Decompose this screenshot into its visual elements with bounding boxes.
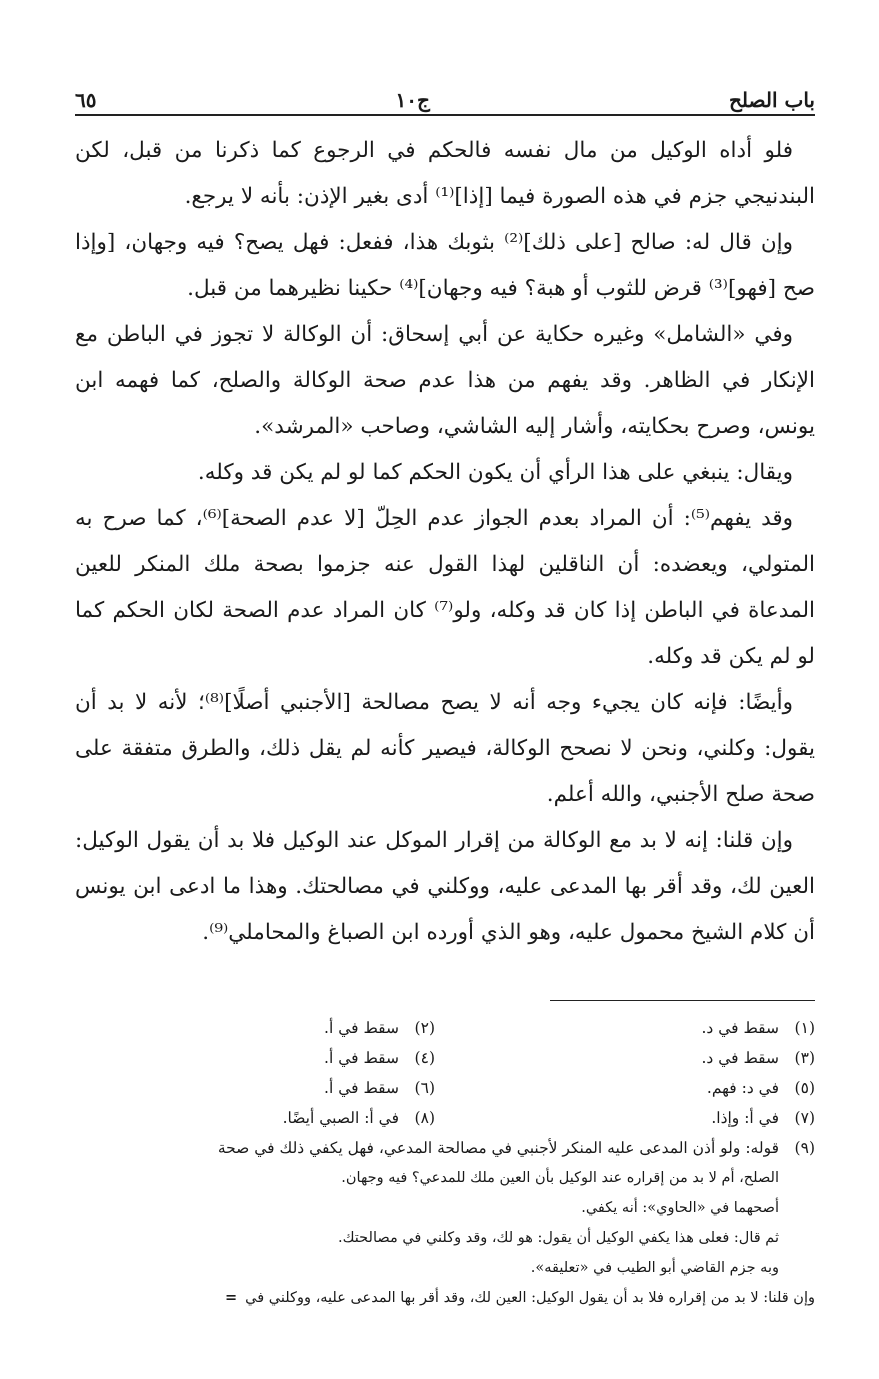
- footnote-number: (١): [794, 1019, 815, 1037]
- running-header: [75, 60, 815, 116]
- book-page: [75, 60, 815, 1360]
- main-text: [75, 128, 815, 956]
- footnote-text: سقط في أ.: [324, 1079, 399, 1097]
- footnote-text: في أ: الصبي أيضًا.: [282, 1109, 399, 1127]
- paragraph: وإن قال له: صالح [على ذلك]⁽²⁾ بثوبك هذا، ففعل: فهل يصح؟ فيه وجهان، [وإذا صح [فهو]⁽³⁾ قرض للثوب أو هبة؟ فيه وجهان]⁽⁴⁾ حكينا نظيرهما من قبل.: [75, 230, 815, 301]
- footnote-line: الصلح، أم لا بد من إقراره عند الوكيل بأن العين ملك للمدعي؟ فيه وجهان.: [341, 1170, 779, 1186]
- footnote-text: سقط في د.: [701, 1049, 779, 1067]
- footnote-continuation-line: [75, 1283, 815, 1313]
- footnote-number: (٤): [414, 1049, 435, 1067]
- footnote-number: (٧): [794, 1109, 815, 1127]
- footnote-grid: [75, 1013, 815, 1133]
- volume-label: ج١٠: [395, 88, 430, 112]
- paragraph: وأيضًا: فإنه كان يجيء وجه أنه لا يصح مصالحة [الأجنبي أصلًا]⁽⁸⁾؛ لأنه لا بد أن يقول: وكلني، ونحن لا نصحح الوكالة، فيصير كأنه لم يقل ذلك، والطرق متفقة على صحة صلح الأجنبي، والله أعلم.: [75, 690, 815, 807]
- footnote-item: [455, 1043, 815, 1073]
- footnote-separator: [550, 1000, 815, 1001]
- footnote-text: سقط في أ.: [324, 1049, 399, 1067]
- footnote-line: وإن قلنا: لا بد من إقراره فلا بد أن يقول الوكيل: العين لك، وقد أقر بها المدعى عليه، ووكلني في: [245, 1290, 815, 1306]
- footnotes: [75, 1013, 815, 1313]
- footnote-item: [455, 1103, 815, 1133]
- footnote-item: [455, 1013, 815, 1043]
- paragraph: وقد يفهم⁽⁵⁾: أن المراد بعدم الجواز عدم الحِلّ [لا عدم الصحة]⁽⁶⁾، كما صرح به المتولي، ويعضده: أن الناقلين لهذا القول عنه جزموا بصحة ملك المنكر للعين المدعاة في الباطن إذا كان قد وكله، ولو⁽⁷⁾ كان المراد عدم الصحة لكان الحكم كما لو لم يكن قد وكله.: [75, 506, 815, 669]
- paragraph: وفي «الشامل» وغيره حكاية عن أبي إسحاق: أن الوكالة لا تجوز في الباطن مع الإنكار في الظاهر. وقد يفهم من هذا عدم صحة الوكالة والصلح، كما فهمه ابن يونس، وصرح بحكايته، وأشار إليه الشاشي، وصاحب «المرشد».: [75, 322, 815, 439]
- paragraph: فلو أداه الوكيل من مال نفسه فالحكم في الرجوع كما ذكرنا من قبل، لكن البندنيجي جزم في هذه الصورة فيما [إذا]⁽¹⁾ أدى بغير الإذن: بأنه لا يرجع.: [75, 138, 815, 209]
- footnote-text: سقط في د.: [701, 1019, 779, 1037]
- footnote-text: في د: فهم.: [706, 1079, 779, 1097]
- footnote-number: (٥): [794, 1079, 815, 1097]
- footnote-number: (٣): [794, 1049, 815, 1067]
- paragraph: وإن قلنا: إنه لا بد مع الوكالة من إقرار الموكل عند الوكيل فلا بد أن يقول الوكيل: العين لك، وقد أقر بها المدعى عليه، ووكلني في مصالحتك. وهذا ما ادعى ابن يونس أن كلام الشيخ محمول عليه، وهو الذي أورده ابن الصباغ والمحاملي⁽⁹⁾.: [75, 828, 815, 945]
- footnote-item-long: [75, 1133, 815, 1283]
- chapter-title: باب الصلح: [729, 88, 815, 112]
- footnote-item: [455, 1073, 815, 1103]
- footnote-text: سقط في أ.: [324, 1019, 399, 1037]
- page-number: ٦٥: [75, 88, 97, 112]
- footnote-item: [75, 1013, 435, 1043]
- footnote-item: [75, 1103, 435, 1133]
- footnote-item: [75, 1073, 435, 1103]
- footnote-line: قوله: ولو أذن المدعى عليه المنكر لأجنبي في مصالحة المدعي، فهل يكفي ذلك في صحة: [217, 1139, 779, 1157]
- footnote-line: وبه جزم القاضي أبو الطيب في «تعليقه».: [530, 1260, 779, 1276]
- continuation-mark: =: [225, 1289, 238, 1306]
- footnote-number: (٢): [414, 1019, 435, 1037]
- footnote-item: [75, 1043, 435, 1073]
- footnote-number: (٦): [414, 1079, 435, 1097]
- paragraph: ويقال: ينبغي على هذا الرأي أن يكون الحكم كما لو لم يكن قد وكله.: [197, 460, 793, 485]
- footnote-line: ثم قال: فعلى هذا يكفي الوكيل أن يقول: هو لك، وقد وكلني في مصالحتك.: [337, 1230, 779, 1246]
- footnote-line: أصحهما في «الحاوي»: أنه يكفي.: [581, 1200, 779, 1216]
- footnote-text: في أ: وإذا.: [711, 1109, 779, 1127]
- footnote-long-text: [75, 1133, 779, 1283]
- footnote-number: (٨): [414, 1109, 435, 1127]
- footnote-number: (٩): [794, 1139, 815, 1157]
